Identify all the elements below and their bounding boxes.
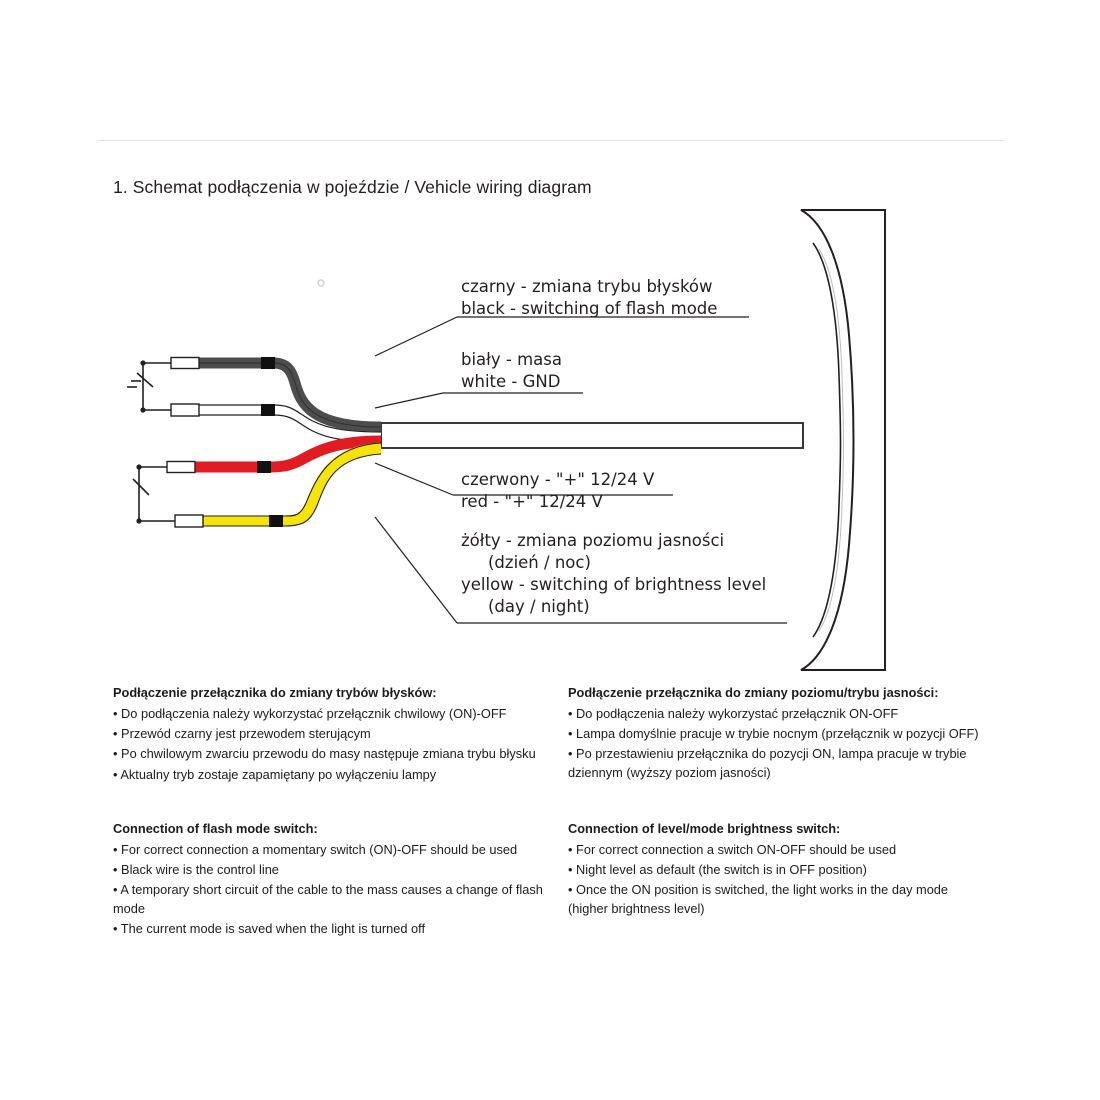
label-white-en: white - GND bbox=[461, 372, 561, 391]
notes-flash-pl bbox=[113, 684, 563, 786]
notes-flash-en-item-1: • Black wire is the control line bbox=[113, 862, 279, 878]
notes-flash-en-item-0: • For correct connection a momentary switch (ON)-OFF should be used bbox=[113, 842, 518, 858]
notes-brightness-en bbox=[568, 820, 988, 920]
notes-brightness-pl-item-2: • Po przestawieniu przełącznika do pozycji ON, lampa pracuje w trybie dziennym (wyższy poziom jasności) bbox=[568, 746, 967, 780]
label-yellow-pl-2: (dzień / noc) bbox=[488, 553, 591, 572]
diagram-marker-dot bbox=[318, 280, 324, 286]
lamp-body bbox=[801, 210, 885, 670]
notes-flash-en bbox=[113, 820, 563, 940]
notes-brightness-pl-heading: Podłączenie przełącznika do zmiany poziomu/trybu jasności: bbox=[568, 685, 939, 700]
label-yellow-en-2: (day / night) bbox=[488, 597, 590, 616]
label-black-en: black - switching of flash mode bbox=[461, 299, 718, 318]
wire-black bbox=[171, 357, 381, 427]
notes-brightness-en-heading: Connection of level/mode brightness switch: bbox=[568, 821, 841, 836]
notes-flash-en-item-2: • A temporary short circuit of the cable to the mass causes a change of flash mode bbox=[113, 882, 543, 916]
notes-flash-pl-item-1: • Przewód czarny jest przewodem sterującym bbox=[113, 726, 371, 742]
notes-flash-pl-item-2: • Po chwilowym zwarciu przewodu do masy następuje zmiana trybu błysku bbox=[113, 746, 536, 762]
page-title: 1. Schemat podłączenia w pojeździe / Vehicle wiring diagram bbox=[113, 177, 592, 197]
notes-brightness-pl bbox=[568, 684, 988, 784]
wiring-diagram bbox=[113, 205, 913, 675]
notes-brightness-en-item-2: • Once the ON position is switched, the light works in the day mode (higher brightness level) bbox=[568, 882, 949, 916]
label-black-pl: czarny - zmiana trybu błysków bbox=[461, 277, 713, 296]
notes-brightness-pl-item-0: • Do podłączenia należy wykorzystać przełącznik ON-OFF bbox=[568, 706, 899, 722]
label-yellow-pl-1: żółty - zmiana poziomu jasności bbox=[461, 531, 725, 550]
notes-flash-en-item-3: • The current mode is saved when the light is turned off bbox=[113, 920, 426, 936]
label-yellow-en-1: yellow - switching of brightness level bbox=[461, 575, 767, 594]
notes-brightness-pl-item-1: • Lampa domyślnie pracuje w trybie nocnym (przełącznik w pozycji OFF) bbox=[568, 726, 979, 742]
notes-flash-pl-item-0: • Do podłączenia należy wykorzystać przełącznik chwilowy (ON)-OFF bbox=[113, 706, 507, 722]
label-red-en: red - "+" 12/24 V bbox=[461, 492, 603, 511]
header-divider bbox=[98, 140, 1004, 141]
label-white-pl: biały - masa bbox=[461, 350, 562, 369]
notes-brightness-en-item-0: • For correct connection a switch ON-OFF should be used bbox=[568, 842, 897, 858]
main-cable bbox=[381, 423, 803, 448]
notes-flash-en-heading: Connection of flash mode switch: bbox=[113, 821, 318, 836]
wire-yellow bbox=[175, 443, 381, 527]
notes-brightness-en-item-1: • Night level as default (the switch is in OFF position) bbox=[568, 862, 867, 878]
label-red-pl: czerwony - "+" 12/24 V bbox=[461, 470, 655, 489]
notes-flash-pl-item-3: • Aktualny tryb zostaje zapamiętany po wyłączeniu lampy bbox=[113, 766, 437, 782]
switch-symbol-brightness bbox=[133, 464, 175, 523]
notes-flash-pl-heading: Podłączenie przełącznika do zmiany trybów błysków: bbox=[113, 685, 437, 700]
switch-symbol-flash bbox=[127, 360, 171, 412]
